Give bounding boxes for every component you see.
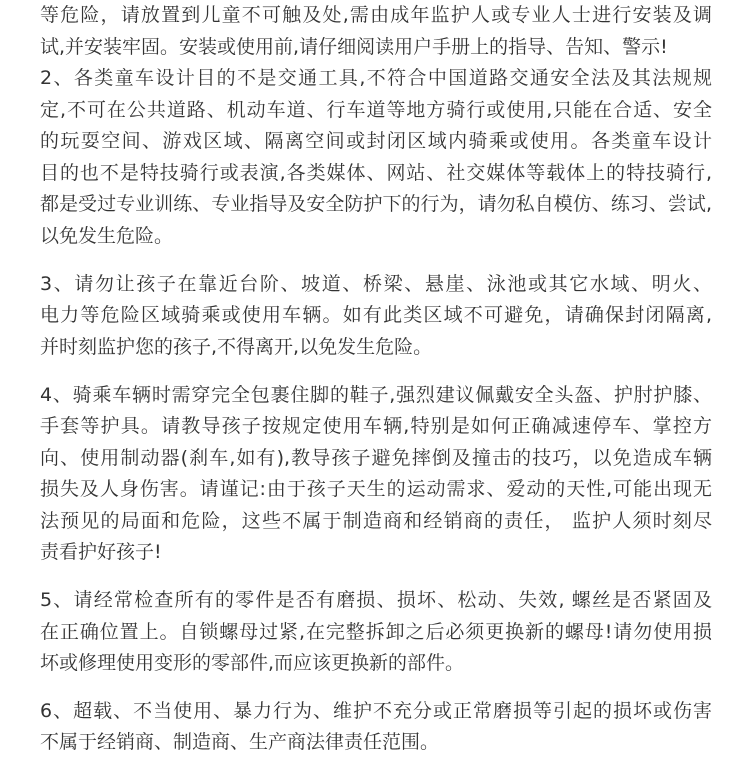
text-line: 都是受过专业训练、专业指导及安全防护下的行为，请勿私自模仿、练习、尝试, (40, 193, 712, 215)
text-line: 的玩耍空间、游戏区域、隔离空间或封闭区域内骑乘或使用。各类童车设计 (40, 130, 712, 152)
text-line: 以免发生危险。 (40, 225, 174, 247)
text-line: 4、骑乘车辆时需穿完全包裹住脚的鞋子,强烈建议佩戴安全头盔、护肘护膝、 (40, 384, 712, 406)
text-line: 坏或修理使用变形的零部件,而应该更换新的部件。 (40, 652, 465, 674)
text-line: 5、请经常检查所有的零件是否有磨损、损坏、松动、失效, 螺丝是否紧固及 (40, 589, 712, 611)
text-line: 目的也不是特技骑行或表演,各类媒体、网站、社交媒体等载体上的特技骑行, (40, 162, 712, 184)
text-line: 不属于经销商、制造商、生产商法律责任范围。 (40, 731, 440, 753)
text-line: 3、请勿让孩子在靠近台阶、坡道、桥梁、悬崖、泳池或其它水域、明火、 (40, 273, 712, 295)
text-line: 并时刻监护您的孩子,不得离开,以免发生危险。 (40, 336, 433, 358)
text-line: 试,并安装牢固。安装或使用前,请仔细阅读用户手册上的指导、告知、警示! (40, 36, 668, 58)
text-line: 2、各类童车设计目的不是交通工具,不符合中国道路交通安全法及其法规规 (40, 67, 712, 89)
text-line: 6、超载、不当使用、暴力行为、维护不充分或正常磨损等引起的损坏或伤害 (40, 700, 712, 722)
text-line: 责看护好孩子! (40, 541, 162, 563)
text-line: 在正确位置上。自锁螺母过紧,在完整拆卸之后必须更换新的螺母!请勿使用损 (40, 621, 712, 643)
text-line: 手套等护具。请教导孩子按规定使用车辆,特别是如何正确减速停车、掌控方 (40, 415, 712, 437)
text-line: 法预见的局面和危险，这些不属于制造商和经销商的责任， 监护人须时刻尽 (40, 510, 712, 532)
text-line: 定,不可在公共道路、机动车道、行车道等地方骑行或使用,只能在合适、安全 (40, 99, 712, 121)
text-line: 向、使用制动器(刹车,如有),教导孩子避免摔倒及撞击的技巧，以免造成车辆 (40, 447, 712, 469)
text-line: 电力等危险区域骑乘或使用车辆。如有此类区域不可避免，请确保封闭隔离, (40, 304, 712, 326)
text-line: 等危险，请放置到儿童不可触及处,需由成年监护人或专业人士进行安装及调 (40, 4, 712, 26)
text-line: 损失及人身伤害。请谨记:由于孩子天生的运动需求、爱动的天性,可能出现无 (40, 478, 712, 500)
